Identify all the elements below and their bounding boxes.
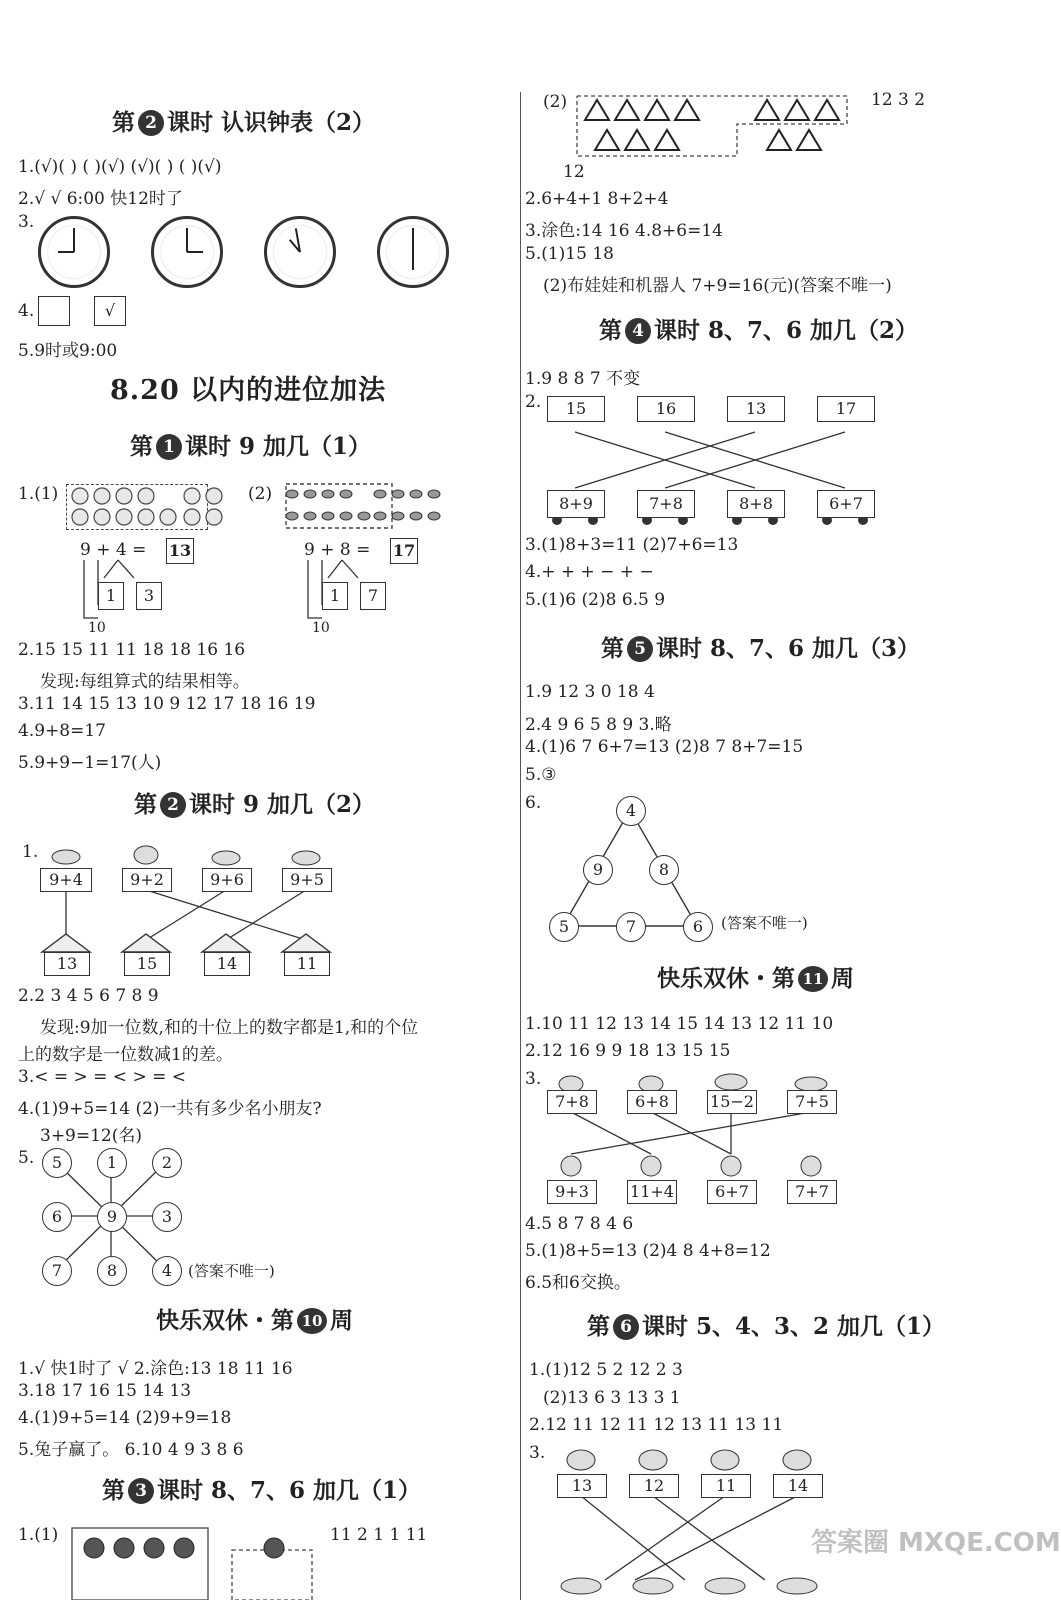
answer-line: 5.9+9−1=17(人) (18, 753, 162, 773)
answer-line: 1.9 8 8 7 不变 (525, 369, 641, 389)
number-card: 13 (557, 1474, 607, 1498)
star-center-node: 9 (97, 1202, 127, 1232)
answer-box: 17 (390, 538, 418, 564)
star-node: 5 (42, 1148, 72, 1178)
answer-line: 3.< = > = < > = < (18, 1067, 186, 1087)
week-number-badge: 11 (798, 966, 828, 992)
star-node: 8 (97, 1256, 127, 1286)
answer-line: 3. (529, 1443, 546, 1463)
answer-line: 2.4 9 6 5 8 9 3.略 (525, 715, 672, 735)
answer-line: 3.18 17 16 15 14 13 (18, 1381, 192, 1401)
answer-line: 3. (18, 212, 35, 232)
title-suffix: 课时 8、7、6 加几（2） (654, 317, 919, 344)
number-card: 12 (629, 1474, 679, 1498)
answer-line: 5.(1)15 18 (525, 244, 614, 264)
answer-line: 3. (525, 1069, 542, 1089)
answer-line: 5.(1)6 (2)8 6.5 9 (525, 590, 666, 610)
expression-box: 9+5 (282, 868, 332, 892)
star-node: 3 (152, 1202, 182, 1232)
q-num: 1. (18, 484, 35, 504)
title-prefix: 快乐双休・第 (657, 965, 795, 992)
number-card: 16 (637, 396, 695, 422)
expression-box: 9+2 (122, 868, 172, 892)
equation: 9 + 4 = (80, 540, 147, 560)
title-prefix: 第 (599, 317, 622, 344)
cat-matching-lines (525, 0, 996, 1600)
answer-line: 3.涂色:14 16 4.8+6=14 (525, 221, 723, 241)
house-number: 14 (204, 952, 250, 976)
number-card: 11 (701, 1474, 751, 1498)
answer-line: 5.(1)8+5=13 (2)4 8 4+8=12 (525, 1241, 771, 1261)
cart-label: 7+8 (637, 490, 695, 518)
star-node: 1 (97, 1148, 127, 1178)
title-prefix: 第 (102, 1477, 125, 1504)
question-label: (2) (248, 484, 273, 504)
answer-line: 12 3 2 (871, 90, 926, 110)
answer-line: 6. (525, 793, 542, 813)
answer-line: 4.+ + + − + − (525, 562, 654, 582)
expression-box: 15−2 (707, 1090, 757, 1114)
answer-line: 2.6+4+1 8+2+4 (525, 189, 669, 209)
expression-box: 9+6 (202, 868, 252, 892)
answer-box: 13 (166, 538, 194, 564)
triangle-node: 6 (683, 912, 713, 942)
lesson-number-badge: 5 (627, 636, 653, 662)
triangle-node: 9 (583, 855, 613, 885)
section-title: 8.20 以内的进位加法 (110, 375, 387, 406)
triangle-node: 5 (549, 912, 579, 942)
answer-line: 1.(√)( ) ( )(√) (√)( ) ( )(√) (18, 157, 222, 177)
check-box: √ (94, 296, 126, 326)
house-number: 11 (284, 952, 330, 976)
triangle-node: 7 (616, 912, 646, 942)
note: (答案不唯一) (188, 1262, 275, 1280)
title-prefix: 第 (134, 791, 157, 818)
answer-line: 11 2 1 1 11 (330, 1525, 428, 1545)
expression-box: 7+5 (787, 1090, 837, 1114)
ten-label: 10 (312, 620, 330, 636)
ten-label: 10 (88, 620, 106, 636)
triangle-node: 4 (616, 796, 646, 826)
q-sub: (1) (34, 484, 59, 504)
number-card: 17 (817, 396, 875, 422)
cart-label: 8+9 (547, 490, 605, 518)
title-prefix: 第 (601, 635, 624, 662)
expression-box: 9+3 (547, 1180, 597, 1204)
lesson-number-badge: 2 (160, 792, 186, 818)
star-node: 4 (152, 1256, 182, 1286)
answer-line: 5.③ (525, 765, 557, 785)
split-box: 1 (98, 582, 124, 610)
question-label: 1. (22, 842, 39, 862)
watermark: 答案圈 MXQE.COM (811, 1528, 1061, 1558)
answer-line: 2.2 3 4 5 6 7 8 9 (18, 986, 159, 1006)
answer-line: 5. (18, 1148, 35, 1168)
title-suffix: 课时 9 加几（2） (189, 791, 376, 818)
question-label: 1.(1) (18, 1525, 59, 1545)
left-column (0, 0, 515, 1600)
title-prefix: 第 (112, 109, 135, 136)
question-label: 2. (525, 392, 542, 412)
answer-line: (2)13 6 3 13 3 1 (543, 1388, 681, 1408)
lesson-number-badge: 6 (613, 1314, 639, 1340)
lesson-number-badge: 1 (156, 434, 182, 460)
expression-box: 6+8 (627, 1090, 677, 1114)
title-suffix: 周 (831, 965, 854, 992)
cart-label: 6+7 (817, 490, 875, 518)
right-column (525, 0, 1061, 1600)
split-box: 1 (322, 582, 348, 610)
answer-line: 4.(1)6 7 6+7=13 (2)8 7 8+7=15 (525, 737, 804, 757)
number-card: 13 (727, 396, 785, 422)
answer-line: 1.√ 快1时了 √ 2.涂色:13 18 11 16 (18, 1359, 293, 1379)
answer-line: 4.(1)9+5=14 (2)一共有多少名小朋友? (18, 1099, 322, 1119)
lesson-number-badge: 3 (128, 1478, 154, 1504)
answer-line: 1.10 11 12 13 14 15 14 13 12 11 10 (525, 1014, 834, 1034)
apple-illustration (0, 0, 515, 1600)
expression-box: 9+4 (40, 868, 92, 892)
answer-line: 4.5 8 7 8 4 6 (525, 1214, 634, 1234)
house-number: 15 (124, 952, 170, 976)
split-box: 3 (136, 582, 162, 610)
week-number-badge: 10 (297, 1308, 327, 1334)
lesson-number-badge: 2 (138, 110, 164, 136)
split-box: 7 (360, 582, 386, 610)
answer-line: 发现:每组算式的结果相等。 (40, 672, 250, 692)
answer-line: 2.√ √ 6:00 快12时了 (18, 189, 183, 209)
number-card: 14 (773, 1474, 823, 1498)
title-prefix: 第 (130, 433, 153, 460)
answer-line: 发现:9加一位数,和的十位上的数字都是1,和的个位 (40, 1018, 419, 1038)
answer-line: 6.5和6交换。 (525, 1273, 631, 1293)
title-prefix: 快乐双休・第 (156, 1307, 294, 1334)
number-card: 15 (547, 396, 605, 422)
note: (答案不唯一) (721, 914, 808, 932)
answer-line: 4.(1)9+5=14 (2)9+9=18 (18, 1408, 232, 1428)
cart-label: 8+8 (727, 490, 785, 518)
expression-box: 11+4 (627, 1180, 677, 1204)
title-suffix: 课时 9 加几（1） (185, 433, 372, 460)
expression-box: 6+7 (707, 1180, 757, 1204)
equation: 9 + 8 = (304, 540, 371, 560)
answer-line: 3.(1)8+3=11 (2)7+6=13 (525, 535, 739, 555)
title-prefix: 第 (587, 1313, 610, 1340)
title-suffix: 周 (330, 1307, 353, 1334)
answer-line: 2.12 11 12 11 12 13 11 13 11 (529, 1415, 784, 1435)
answer-line: 4. (18, 301, 35, 321)
column-divider (520, 92, 521, 1600)
expression-box: 7+8 (547, 1090, 597, 1114)
lesson-number-badge: 4 (625, 318, 651, 344)
star-node: 2 (152, 1148, 182, 1178)
answer-line: (2)布娃娃和机器人 7+9=16(元)(答案不唯一) (543, 276, 892, 296)
house-number: 13 (44, 952, 90, 976)
answer-line: 上的数字是一位数减1的差。 (18, 1045, 233, 1065)
star-node: 7 (42, 1256, 72, 1286)
answer-line: 3.11 14 15 13 10 9 12 17 18 16 19 (18, 694, 316, 714)
answer-line: 1.9 12 3 0 18 4 (525, 682, 655, 702)
answer-line: 2.12 16 9 9 18 13 15 15 (525, 1041, 731, 1061)
title-suffix: 课时 5、4、3、2 加几（1） (642, 1313, 946, 1340)
answer-line: 12 (563, 162, 585, 182)
answer-line: 1.(1)12 5 2 12 2 3 (529, 1360, 683, 1380)
answer-line: 3+9=12(名) (40, 1126, 143, 1146)
title-suffix: 课时 8、7、6 加几（1） (157, 1477, 422, 1504)
triangle-node: 8 (649, 855, 679, 885)
title-suffix: 课时 8、7、6 加几（3） (656, 635, 921, 662)
question-label: (2) (543, 92, 568, 112)
answer-line: 2.15 15 11 11 18 18 16 16 (18, 640, 246, 660)
title-suffix: 课时 认识钟表（2） (167, 109, 376, 136)
expression-box: 7+7 (787, 1180, 837, 1204)
answer-line: 5.9时或9:00 (18, 341, 118, 361)
star-node: 6 (42, 1202, 72, 1232)
answer-line: 4.9+8=17 (18, 721, 106, 741)
answer-line: 5.兔子赢了。 6.10 4 9 3 8 6 (18, 1440, 244, 1460)
